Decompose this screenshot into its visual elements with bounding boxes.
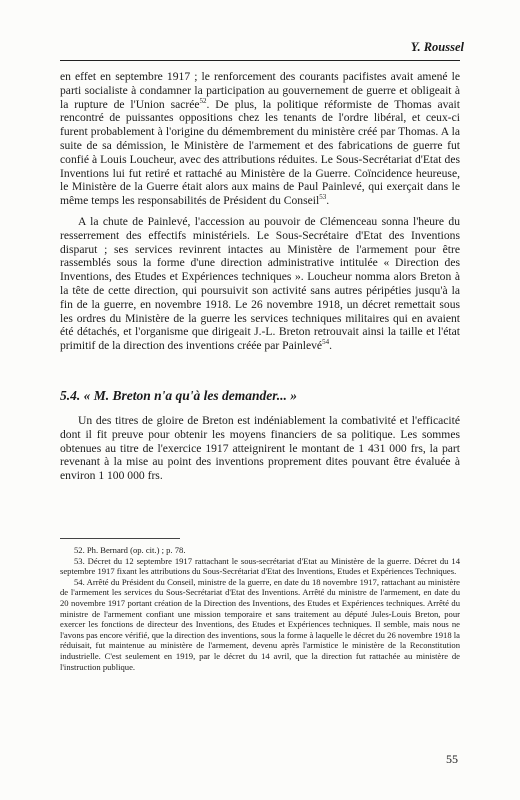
body-text	[60, 70, 460, 353]
footnote-54: 54. Arrêté du Président du Conseil, ministre de la guerre, en date du 18 novembre 1917, rattachant au ministère de l'armement les services du Sous-Secrétariat d'Etat des Inventions. Arrêté du ministre de l'armement, en date du 20 novembre 1917 portant création de la Direction des Inventions, des Etudes et Expériences techniques. Arrêté du ministre de l'armement confiant une mission temporaire et sans traitement au député Jules-Louis Breton, pour exercer les fonctions de directeur des Inventions, des Etudes et Expériences techniques. Il semble, mais nous ne l'avons pas encore vérifié, que la direction des inventions, sous la forme à laquelle le décret du 26 novembre 1918 la réduisait, fut maintenue au ministère de l'armement, devenu après l'armistice le ministère de la Reconstitution industrielle. C'est seulement en 1919, par le décret du 14 avril, que la direction fut rattachée au ministère de l'instruction publique.	[60, 576, 460, 672]
footnote-53: 53. Décret du 12 septembre 1917 rattachant le sous-secrétariat d'Etat au Ministère de la guerre. Décret du 14 septembre 1917 fixant les attributions du Sous-Secrétariat d'Etat des Inventions, Etudes et Expériences Techniques.	[60, 555, 460, 577]
section-heading: 5.4. « M. Breton n'a qu'à les demander... »	[60, 388, 298, 403]
paragraph-1: en effet en septembre 1917 ; le renforcement des courants pacifistes avait amené le parti socialiste à condamner la participation au gouvernement de guerre et obligeait à la rupture de l'Union sacrée$^{52}$. De plus, la politique réformiste de Thomas avait rencontré de puissantes oppositions chez les tenants de l'ordre libéral, et ceux-ci furent probablement à l'origine du démembrement du ministère créé par Thomas. A la suite de sa démission, le Ministère de l'armement et des fabrications de guerre fut confié à Louis Loucheur, avec des attributions réduites. Le Sous-Secrétariat d'Etat des Inventions lui fut retiré et rattaché au Ministère de la Guerre. Coïncidence heureuse, le Ministère de la Guerre était alors aux mains de Paul Painlevé, qui exerçait dans le même temps les responsabilités de Président du Conseil$^{53}$.	[60, 70, 460, 208]
running-head-author: Y. Roussel	[410, 40, 464, 54]
section-body	[60, 414, 460, 483]
header-rule	[60, 60, 460, 61]
footnote-ref-52[interactable]: 52	[199, 96, 207, 105]
section-paragraph-1: Un des titres de gloire de Breton est indéniablement la combativité et l'efficacité dont il fit preuve pour obtenir les moyens financiers de sa politique. Les sommes obtenues au titre de l'exercice 1917 atteignirent le montant de 1 431 000 frs, la part revenant à la mise au point des inventions proprement dites pouvant être évaluée à environ 1 100 000 frs.	[60, 414, 460, 483]
page-number: 55	[446, 752, 458, 766]
footnote-ref-53[interactable]: 53	[319, 193, 327, 202]
footnote-ref-54[interactable]: 54	[322, 338, 330, 347]
footnote-rule	[60, 538, 180, 539]
footnote-52: 52. Ph. Bernard (op. cit.) ; p. 78.	[74, 545, 186, 555]
footnotes	[60, 545, 460, 672]
paragraph-2: A la chute de Painlevé, l'accession au pouvoir de Clémenceau sonna l'heure du resserrement des effectifs ministériels. Le Sous-Secrétaire d'Etat des Inventions disparut ; ses services revinrent intactes au Ministère de l'armement pour être rassemblés sous la forme d'une direction administrative intitulée « Direction des Inventions, des Etudes et Expériences techniques ». Loucheur nomma alors Breton à la tête de cette direction, qui poursuivit son activité sans autres péripéties jusqu'à la fin de la guerre, en novembre 1918. Le 26 novembre 1918, un décret remettait sous les ordres du Ministère de la guerre les services techniques militaires qui en avaient été détachés, et l'organisme que dirigeait J.-L. Breton retrouvait ainsi la taille et l'état primitif de la direction des inventions créée par Painlevé$^{54}$.	[60, 214, 460, 353]
